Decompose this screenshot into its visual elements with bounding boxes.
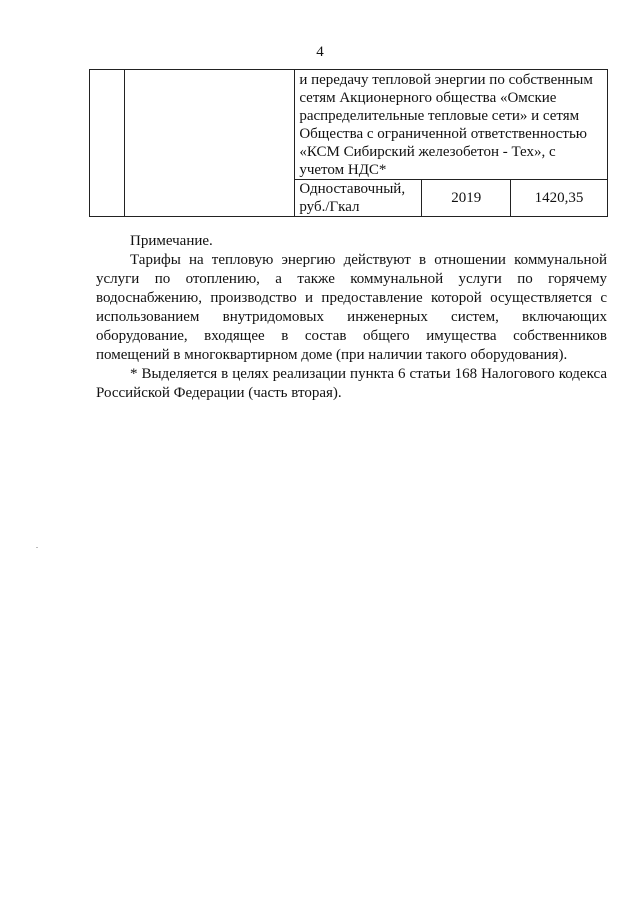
page-number: 4 [316,44,324,60]
table-cell-price: 1420,35 [511,180,608,217]
table-row [90,70,608,180]
table-cell-unit: Одноставочный, руб./Гкал [295,180,422,217]
notes-paragraph-vat: * Выделяется в целях реализации пункта 6 статьи 168 Налогового кодекса Российской Федерации (часть вторая). [96,366,607,401]
notes-paragraph-tariffs: Тарифы на тепловую энергию действуют в отношении коммунальной услуги по отоплению, а также коммунальной услуги по горячему водоснабжению, производство и предоставление которой осуществляется с использованием внутридомовых инженерных систем, включающих оборудование, входящее в состав общего имущества собственников помещений в многоквартирном доме (при наличии такого оборудования). [96,252,607,363]
margin-mark [36,547,38,548]
table-cell-description: и передачу тепловой энергии по собственным сетям Акционерного общества «Омские распределительные тепловые сети» и сетям Общества с ограниченной ответственностью «КСМ Сибирский железобетон - Тех», с учетом НДС* [295,70,608,180]
tariff-table [89,69,608,217]
notes-section [96,232,607,403]
table-cell-year: 2019 [422,180,511,217]
table-cell-empty [124,70,294,217]
notes-heading: Примечание. [130,233,213,249]
table-cell-empty [90,70,125,217]
